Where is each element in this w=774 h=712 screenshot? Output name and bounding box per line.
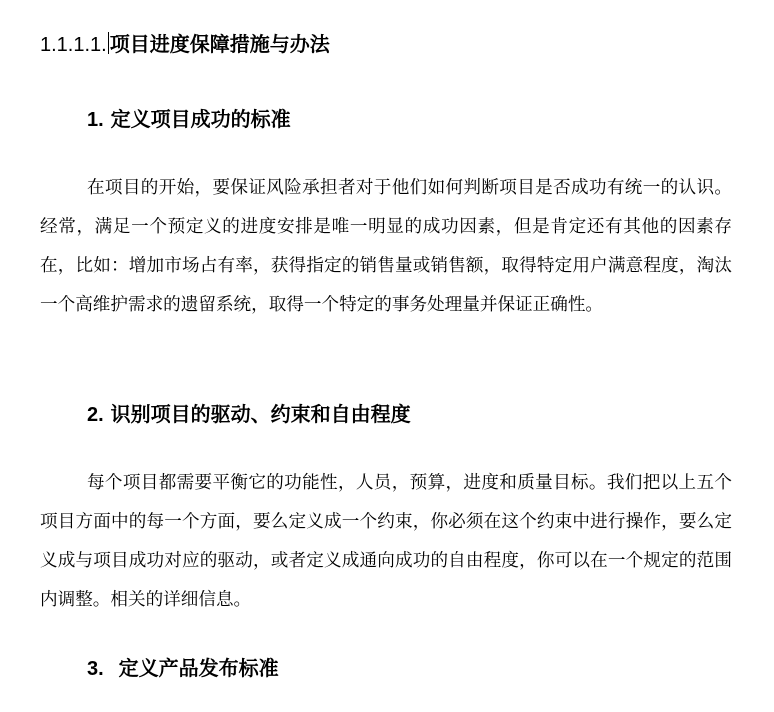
heading-title: 项目进度保障措施与办法 — [109, 32, 330, 56]
paragraph-2: 每个项目都需要平衡它的功能性，人员，预算，进度和质量目标。我们把以上五个项目方面中的每一个方面，要么定义成一个约束，你必须在这个约束中进行操作，要么定义成与项目成功对应的驱动，或者定义成通向成功的自由程度，你可以在一个规定的范围内调整。相关的详细信息。 — [40, 473, 732, 610]
subheading-number: 1. — [87, 109, 104, 131]
subheading-title: 定义产品发布标准 — [118, 656, 279, 680]
text-cursor — [108, 32, 109, 54]
subheading-number: 3. — [87, 658, 104, 680]
subheading-3 — [87, 654, 279, 683]
subheading-title: 识别项目的驱动、约束和自由程度 — [110, 402, 411, 426]
subheading-number: 2. — [87, 404, 104, 426]
subheading-title: 定义项目成功的标准 — [110, 107, 291, 131]
subheading-1 — [87, 105, 291, 134]
section-heading — [40, 30, 330, 59]
paragraph-1: 在项目的开始，要保证风险承担者对于他们如何判断项目是否成功有统一的认识。经常，满足一个预定义的进度安排是唯一明显的成功因素，但是肯定还有其他的因素存在，比如：增加市场占有率，获得指定的销售量或销售额，取得特定用户满意程度，淘汰一个高维护需求的遗留系统，取得一个特定的事务处理量并保证正确性。 — [40, 178, 732, 315]
heading-number: 1.1.1.1. — [40, 34, 107, 56]
subheading-2 — [87, 400, 411, 429]
